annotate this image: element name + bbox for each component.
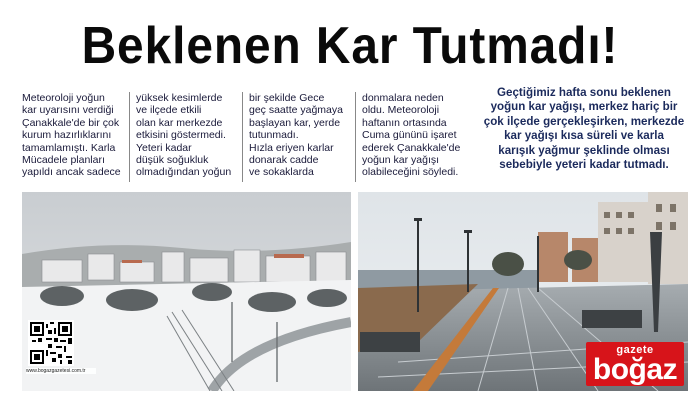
body-line: ve sokaklarda <box>249 166 314 179</box>
body-line: düşük soğukluk <box>136 154 209 167</box>
logo-main-text: boğaz <box>592 353 678 386</box>
lead-line: sebebiyle yeteri kadar tutmadı. <box>499 158 669 172</box>
body-line: Meteoroloji yoğun <box>22 92 105 104</box>
body-line: Mücadele planları <box>22 154 105 167</box>
column-divider <box>355 92 356 182</box>
body-column-2 <box>136 92 236 179</box>
body-line: Cuma gününü işaret <box>362 129 457 142</box>
body-line: olabileceğini söyledi. <box>362 166 459 179</box>
body-line: Yeteri kadar <box>136 141 192 154</box>
body-line: haftanın ortasında <box>362 116 447 129</box>
body-line: ederek Çanakkale'de <box>362 141 461 154</box>
body-line: kurum hazırlıklarını <box>22 129 112 142</box>
qr-url: www.bogazgazetesi.com.tr <box>26 368 96 374</box>
headline: Beklenen Kar Tutmadı! <box>81 17 619 75</box>
body-line: etkisini göstermedi. <box>136 129 226 142</box>
lead-line: çok ilçede gerçekleşirken, merkezde <box>483 114 685 128</box>
body-line: geç saatte yağmaya <box>249 104 343 117</box>
lead-line: yoğun kar yağışı, merkez hariç bir <box>490 100 678 114</box>
lead-line: Geçtiğimiz hafta sonu beklenen <box>497 86 671 99</box>
body-line: Hızla eriyen karlar <box>249 141 334 154</box>
lead-paragraph <box>470 86 698 172</box>
body-line: yoğun kar yağışı <box>362 154 440 167</box>
body-line: donarak cadde <box>249 154 319 167</box>
lead-line: karışık yağmur şeklinde olması <box>498 143 670 157</box>
logo-top-text: gazete <box>616 344 654 356</box>
lead-line: kar yağışı kısa süreli ve karla <box>504 129 664 143</box>
body-line: bir şekilde Gece <box>249 92 325 104</box>
column-divider <box>129 92 130 182</box>
body-line: başlayan kar, yerde <box>249 116 341 129</box>
body-line: Çanakkale'de bir çok <box>22 116 120 129</box>
body-column-3 <box>249 92 349 179</box>
body-line: tamamlamıştı. Karla <box>22 141 116 154</box>
body-line: ve ilçede etkili <box>136 104 202 117</box>
body-line: yüksek kesimlerde <box>136 92 223 104</box>
body-line: yapıldı ancak sadece <box>22 166 121 179</box>
body-line: olan kar merkezde <box>136 116 223 129</box>
gazete-bogaz-logo <box>586 342 684 386</box>
body-line: tutunmadı. <box>249 129 299 142</box>
body-column-4 <box>362 92 462 179</box>
body-line: oldu. Meteoroloji <box>362 104 440 117</box>
qr-code[interactable] <box>28 320 74 366</box>
column-divider <box>242 92 243 182</box>
body-column-1 <box>22 92 122 179</box>
body-line: kar uyarısını verdiği <box>22 104 114 117</box>
body-line: olmadığından yoğun <box>136 166 232 179</box>
body-line: donmalara neden <box>362 92 444 104</box>
